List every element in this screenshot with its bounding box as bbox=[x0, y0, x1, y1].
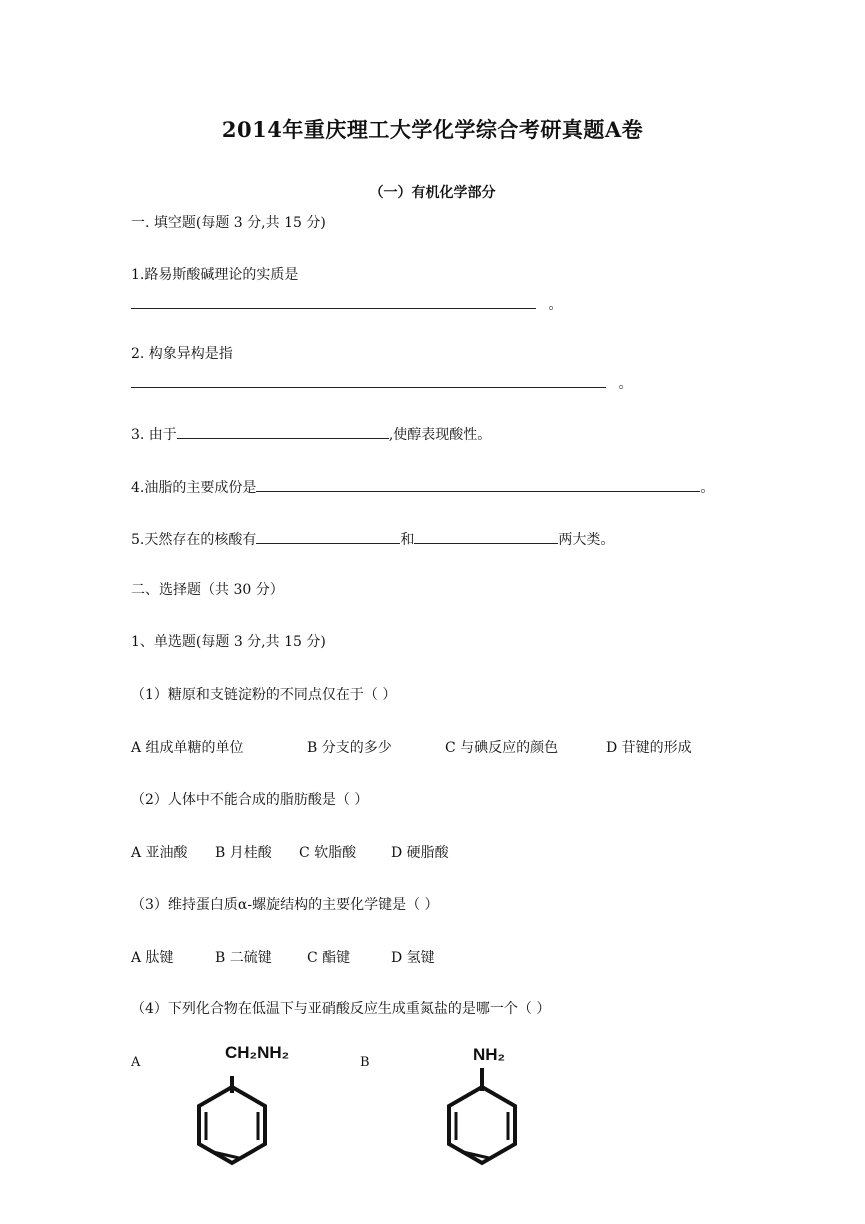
question-1: 1.路易斯酸碱理论的实质是 bbox=[131, 267, 299, 283]
choice-options-1 bbox=[131, 739, 692, 757]
question-5-prefix: 5.天然存在的核酸有 bbox=[131, 532, 257, 548]
question-5-suffix: 两大类。 bbox=[558, 532, 615, 548]
option-c[interactable]: C 与碘反应的颜色 bbox=[445, 740, 559, 756]
answer-blank[interactable] bbox=[256, 529, 400, 544]
answer-blank[interactable] bbox=[131, 294, 536, 309]
question-5 bbox=[131, 529, 614, 549]
period-mark: 。 bbox=[700, 480, 715, 496]
fill-blank-heading: 一. 填空题(每题 3 分,共 15 分) bbox=[131, 215, 326, 231]
choice-question-4: （4）下列化合物在低温下与亚硝酸反应生成重氮盐的是哪一个（ ） bbox=[131, 1001, 551, 1017]
section-title: （一）有机化学部分 bbox=[369, 185, 496, 201]
choice-options-2 bbox=[131, 844, 449, 862]
question-5-middle: 和 bbox=[400, 532, 415, 548]
question-2: 2. 构象异构是指 bbox=[131, 346, 233, 362]
structure-label: NH₂ bbox=[473, 1045, 506, 1064]
question-3-suffix: ,使醇表现酸性。 bbox=[388, 427, 492, 443]
question-3-prefix: 3. 由于 bbox=[131, 427, 177, 443]
choice-question-1: （1）糖原和支链淀粉的不同点仅在于（ ） bbox=[131, 687, 397, 703]
option-a[interactable]: A 肽键 bbox=[131, 950, 174, 966]
question-1-answer-line bbox=[131, 294, 562, 314]
aniline-structure bbox=[430, 1038, 540, 1168]
answer-blank[interactable] bbox=[177, 424, 389, 439]
structure-label: CH₂NH₂ bbox=[225, 1043, 290, 1062]
choice-question-2: （2）人体中不能合成的脂肪酸是（ ） bbox=[131, 792, 369, 808]
option-b-letter[interactable]: B bbox=[360, 1055, 370, 1070]
option-b[interactable]: B 月桂酸 bbox=[215, 845, 272, 861]
answer-blank[interactable] bbox=[131, 373, 606, 388]
option-d[interactable]: D 苷键的形成 bbox=[606, 740, 692, 756]
question-2-answer-line bbox=[131, 373, 632, 393]
option-b[interactable]: B 二硫键 bbox=[215, 950, 272, 966]
answer-blank[interactable] bbox=[414, 529, 558, 544]
option-d[interactable]: D 氢键 bbox=[391, 950, 435, 966]
answer-blank[interactable] bbox=[256, 477, 700, 492]
page-title: 2014年重庆理工大学化学综合考研真题A卷 bbox=[221, 117, 644, 142]
option-b[interactable]: B 分支的多少 bbox=[307, 740, 392, 756]
period-mark: 。 bbox=[618, 376, 633, 392]
option-a[interactable]: A 组成单糖的单位 bbox=[131, 740, 244, 756]
question-3 bbox=[131, 424, 491, 444]
period-mark: 。 bbox=[548, 297, 563, 313]
option-c[interactable]: C 软脂酸 bbox=[299, 845, 357, 861]
option-a-letter[interactable]: A bbox=[131, 1055, 141, 1070]
option-d[interactable]: D 硬脂酸 bbox=[391, 845, 449, 861]
choice-heading: 二、选择题（共 30 分） bbox=[131, 582, 284, 598]
question-4 bbox=[131, 477, 714, 497]
option-c[interactable]: C 酯键 bbox=[307, 950, 351, 966]
choice-question-3: （3）维持蛋白质α-螺旋结构的主要化学键是（ ） bbox=[131, 897, 439, 913]
choice-options-3 bbox=[131, 949, 435, 967]
option-a[interactable]: A 亚油酸 bbox=[131, 845, 188, 861]
benzylamine-structure bbox=[180, 1038, 320, 1168]
question-4-text: 4.油脂的主要成份是 bbox=[131, 480, 257, 496]
single-choice-heading: 1、单选题(每题 3 分,共 15 分) bbox=[131, 634, 326, 650]
